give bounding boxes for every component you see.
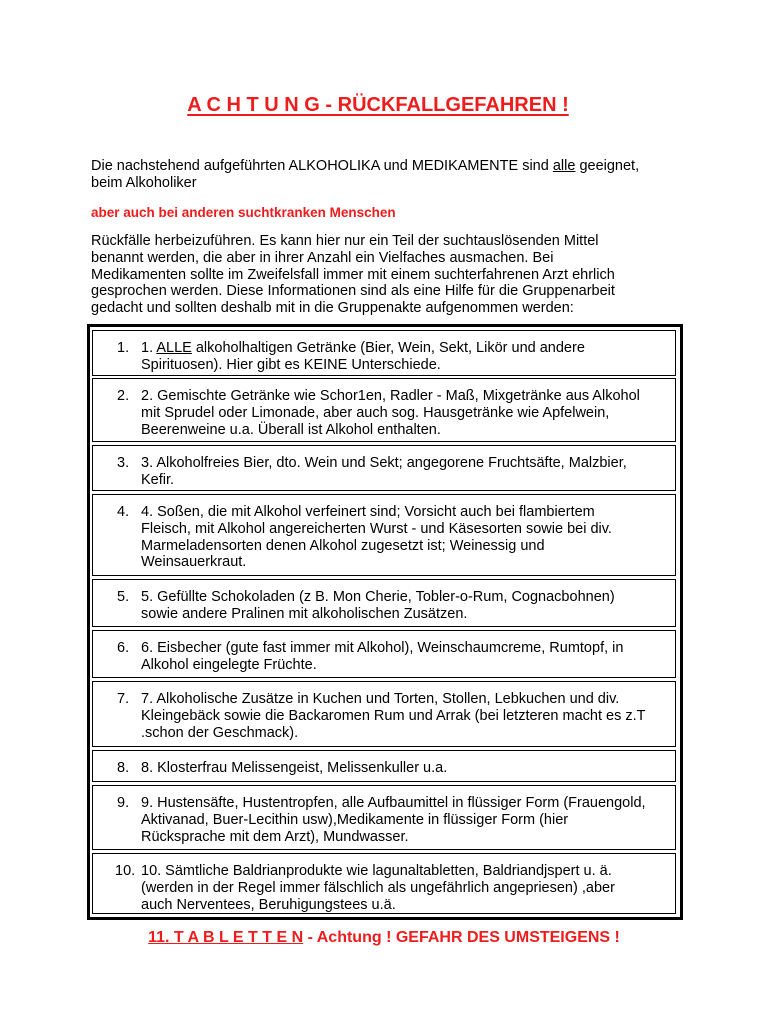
item-text bbox=[141, 691, 681, 741]
intro-paragraph bbox=[91, 233, 671, 317]
footer-warning bbox=[0, 929, 768, 947]
item-line-rest: alkoholhaltigen Getränke (Bier, Wein, Sekt, Likör und andere bbox=[191, 340, 585, 356]
list-item bbox=[92, 330, 676, 376]
list-item bbox=[92, 681, 676, 747]
paragraph-line: Rückfälle herbeizuführen. Es kann hier nur ein Teil der suchtauslösenden Mittel bbox=[91, 233, 599, 249]
item-text bbox=[141, 455, 681, 489]
item-line: Beerenweine u.a. Überall ist Alkohol enthalten. bbox=[141, 421, 441, 438]
item-line: Alkohol eingelegte Früchte. bbox=[141, 656, 317, 673]
item-line: 3. Alkoholfreies Bier, dto. Wein und Sekt; angegorene Fruchtsäfte, Malzbier, bbox=[141, 455, 627, 471]
item-line: auch Nerventees, Beruhigungstees u.ä. bbox=[141, 896, 396, 913]
item-line: Aktivanad, Buer-Lecithin usw),Medikamente in flüssiger Form (hier bbox=[141, 811, 569, 828]
item-line: Rücksprache mit dem Arzt), Mundwasser. bbox=[141, 828, 409, 845]
list-item bbox=[92, 494, 676, 576]
item-number: 4. bbox=[117, 504, 130, 520]
intro-part-2: geeignet, beim Alkoholiker bbox=[91, 158, 640, 191]
item-line: Spirituosen). Hier gibt es KEINE Unterschiede. bbox=[141, 356, 441, 373]
list-item bbox=[92, 785, 676, 850]
item-line: mit Sprudel oder Limonade, aber auch sog. Hausgetränke wie Apfelwein, bbox=[141, 404, 610, 421]
list-item bbox=[92, 750, 676, 782]
item-text bbox=[141, 340, 681, 374]
item-line: 6. Eisbecher (gute fast immer mit Alkohol), Weinschaumcreme, Rumtopf, in bbox=[141, 640, 624, 656]
item-number: 10. bbox=[115, 863, 136, 879]
paragraph-line: gesprochen werden. Diese Informationen sind als eine Hilfe für die Gruppenarbeit bbox=[91, 283, 615, 300]
item-prefix: 1. bbox=[141, 340, 157, 356]
list-item bbox=[92, 630, 676, 678]
list-item bbox=[92, 579, 676, 627]
item-number: 5. bbox=[117, 589, 130, 605]
item-number: 7. bbox=[117, 691, 130, 707]
intro-part-1: Die nachstehend aufgeführten ALKOHOLIKA und MEDIKAMENTE sind bbox=[91, 158, 553, 174]
item-number: 1. bbox=[117, 340, 130, 356]
item-line: .schon der Geschmack). bbox=[141, 724, 299, 741]
item-line: Weinsauerkraut. bbox=[141, 554, 247, 571]
item-line: Kefir. bbox=[141, 471, 175, 488]
item-text bbox=[141, 760, 681, 777]
item-number: 8. bbox=[117, 760, 130, 776]
item-line: 8. Klosterfrau Melissengeist, Melissenkuller u.a. bbox=[141, 760, 448, 776]
item-line: sowie andere Pralinen mit alkoholischen Zusätzen. bbox=[141, 605, 468, 622]
item-text bbox=[141, 640, 681, 674]
footer-rest: - Achtung ! GEFAHR DES UMSTEIGENS ! bbox=[303, 929, 620, 946]
list-item bbox=[92, 378, 676, 442]
item-line: Kleingebäck sowie die Backaromen Rum und Arrak (bei letzteren macht es z.T bbox=[141, 707, 646, 724]
paragraph-line: Medikamenten sollte im Zweifelsfall immer mit einem suchterfahrenen Arzt ehrlich bbox=[91, 266, 615, 283]
item-number: 3. bbox=[117, 455, 130, 471]
list-frame bbox=[87, 324, 683, 920]
item-line: Marmeladensorten denen Alkohol zugesetzt ist; Weinessig und bbox=[141, 537, 545, 554]
item-text bbox=[141, 504, 681, 571]
item-number: 2. bbox=[117, 388, 130, 404]
paragraph-line: gedacht und sollten deshalb mit in die Gruppenakte aufgenommen werden: bbox=[91, 300, 574, 317]
item-line: 5. Gefüllte Schokoladen (z B. Mon Cherie, Tobler-o-Rum, Cognacbohnen) bbox=[141, 589, 615, 605]
item-line: 7. Alkoholische Zusätze in Kuchen und Torten, Stollen, Lebkuchen und div. bbox=[141, 691, 620, 707]
item-number: 9. bbox=[117, 795, 130, 811]
item-line: 9. Hustensäfte, Hustentropfen, alle Aufbaumittel in flüssiger Form (Frauengold, bbox=[141, 795, 646, 811]
item-emphasis: ALLE bbox=[156, 340, 192, 356]
item-text bbox=[141, 388, 681, 438]
item-text bbox=[141, 795, 681, 845]
red-subtitle: aber auch bei anderen suchtkranken Menschen bbox=[91, 205, 396, 220]
intro-text bbox=[91, 158, 671, 192]
item-line: 10. Sämtliche Baldrianprodukte wie lagunaltabletten, Baldriandjspert u. ä. bbox=[141, 863, 612, 879]
list-item bbox=[92, 853, 676, 914]
paragraph-line: benannt werden, die aber in ihrer Anzahl ein Vielfaches ausmachen. Bei bbox=[91, 249, 554, 266]
page-title: A C H T U N G - RÜCKFALLGEFAHREN ! bbox=[187, 94, 569, 116]
item-line bbox=[141, 340, 681, 357]
intro-emphasis: alle bbox=[552, 158, 576, 174]
item-text bbox=[141, 863, 681, 913]
item-text bbox=[141, 589, 681, 623]
list-item bbox=[92, 445, 676, 491]
item-line: 4. Soßen, die mit Alkohol verfeinert sind; Vorsicht auch bei flambiertem bbox=[141, 504, 595, 520]
item-number: 6. bbox=[117, 640, 130, 656]
item-line: 2. Gemischte Getränke wie Schor1en, Radler - Maß, Mixgetränke aus Alkohol bbox=[141, 388, 640, 404]
item-line: (werden in der Regel immer fälschlich als ungefährlich angepriesen) ,aber bbox=[141, 879, 615, 896]
footer-underlined: 11. T A B L E T T E N bbox=[148, 929, 304, 946]
item-line: Fleisch, mit Alkohol angereicherten Wurst - und Käsesorten sowie bei div. bbox=[141, 520, 612, 537]
